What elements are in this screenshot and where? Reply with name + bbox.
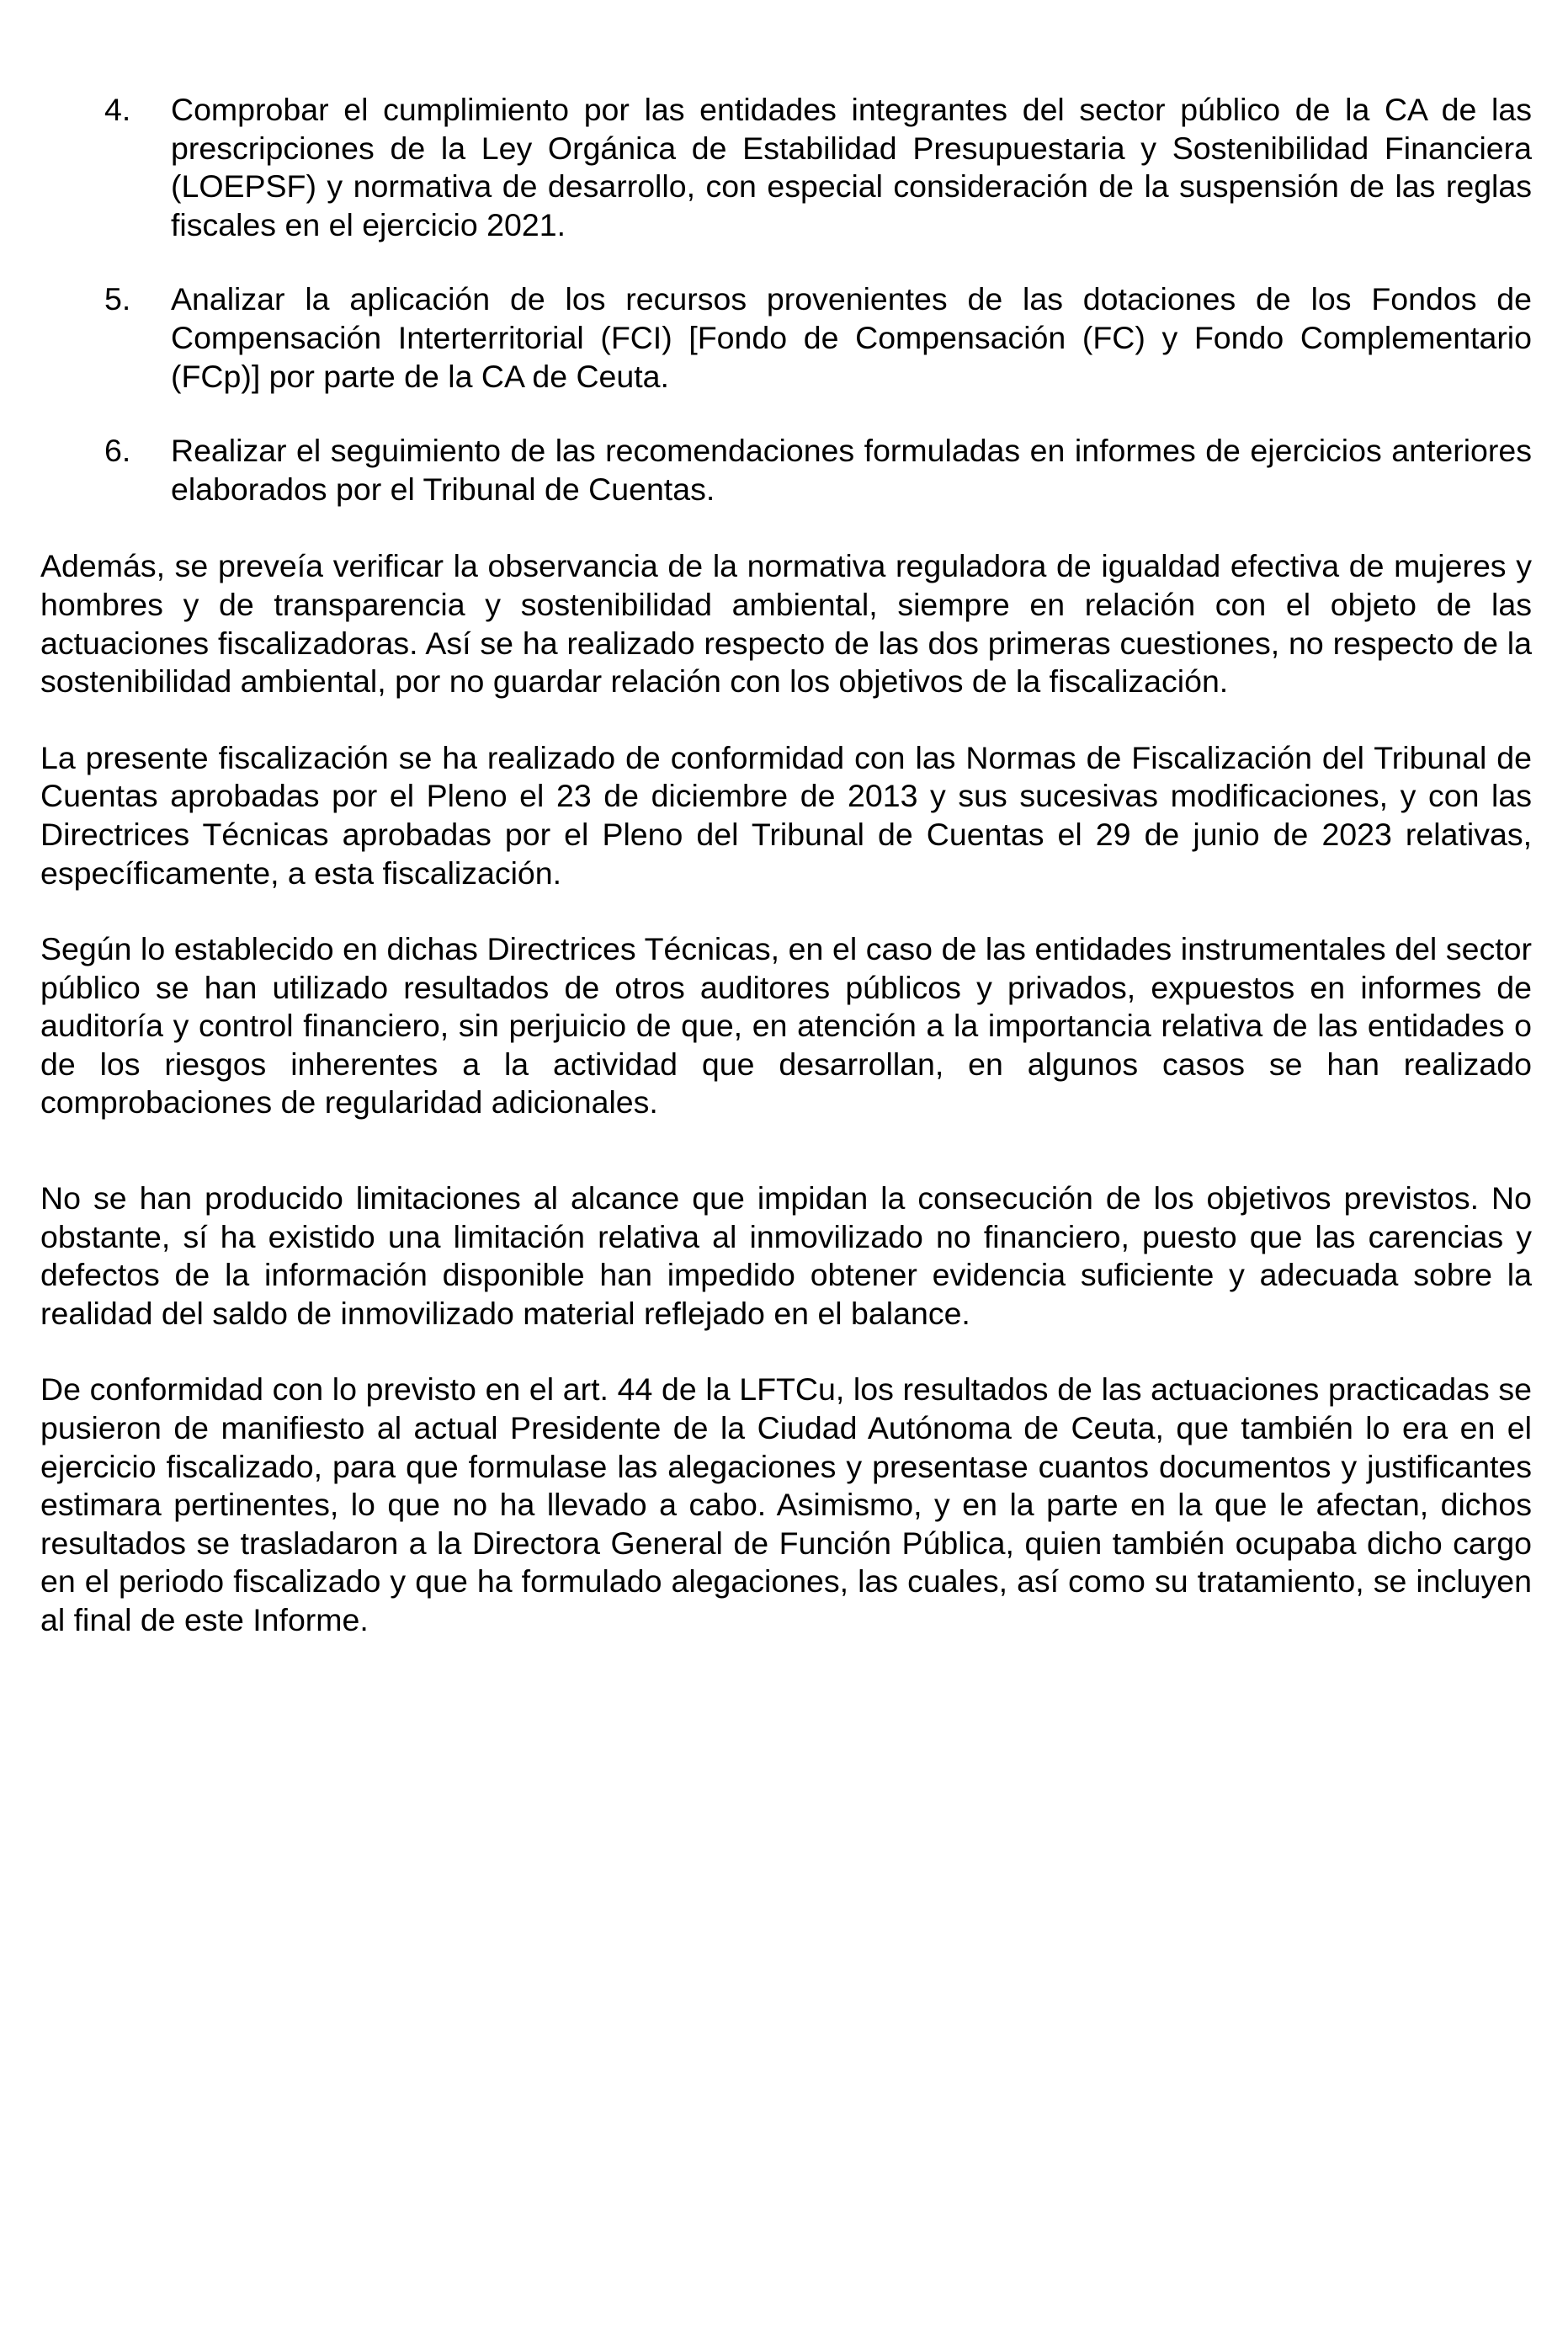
paragraph-technical-guidelines: Según lo establecido en dichas Directrices Técnicas, en el caso de las entidades instrumentales del sector público se han utilizado resultados de otros auditores públicos y privados, expuestos en informes de auditoría y control financiero, sin perjuicio de que, en atención a la importancia relativa de las entidades o de los riesgos inherentes a la actividad que desarrollan, en algunos casos se han realizado comprobaciones de regularidad adicionales. — [40, 931, 1532, 1121]
paragraph-verification-scope: Además, se preveía verificar la observancia de la normativa reguladora de igualdad efectiva de mujeres y hombres y de transparencia y sostenibilidad ambiental, siempre en relación con el objeto de las actuaciones fiscalizadoras. Así se ha realizado respecto de las dos primeras cuestiones, no respecto de la sostenibilidad ambiental, por no guardar relación con los objetivos de la fiscalización. — [40, 548, 1532, 700]
paragraph-scope-limitations: No se han producido limitaciones al alcance que impidan la consecución de los objetivos previstos. No obstante, sí ha existido una limitación relativa al inmovilizado no financiero, puesto que las carencias y defectos de la información disponible han impedido obtener evidencia suficiente y adecuada sobre la realidad del saldo de inmovilizado material reflejado en el balance. — [40, 1180, 1532, 1331]
list-item-text: Comprobar el cumplimiento por las entidades integrantes del sector público de la CA de las prescripciones de la Ley Orgánica de Estabilidad Presupuestaria y Sostenibilidad Financiera (LOEPSF) y normativa de desarrollo, con especial consideración de la suspensión de las reglas fiscales en el ejercicio 2021. — [171, 92, 1532, 242]
list-item-number: 6. — [104, 433, 131, 469]
list-item — [40, 432, 1532, 508]
document-page — [40, 91, 1532, 1678]
list-item — [40, 91, 1532, 244]
paragraph-audit-standards: La presente fiscalización se ha realizado de conformidad con las Normas de Fiscalización del Tribunal de Cuentas aprobadas por el Pleno el 23 de diciembre de 2013 y sus sucesivas modificaciones, y con las Directrices Técnicas aprobadas por el Pleno del Tribunal de Cuentas el 29 de junio de 2023 relativas, específicamente, a esta fiscalización. — [40, 739, 1532, 891]
paragraph-allegations: De conformidad con lo previsto en el art. 44 de la LFTCu, los resultados de las actuaciones practicadas se pusieron de manifiesto al actual Presidente de la Ciudad Autónoma de Ceuta, que también lo era en el ejercicio fiscalizado, para que formulase las alegaciones y presentase cuantos documentos y justificantes estimara pertinentes, lo que no ha llevado a cabo. Asimismo, y en la parte en la que le afectan, dichos resultados se trasladaron a la Directora General de Función Pública, quien también ocupaba dicho cargo en el periodo fiscalizado y que ha formulado alegaciones, las cuales, así como su tratamiento, se incluyen al final de este Informe. — [40, 1371, 1532, 1637]
list-item — [40, 280, 1532, 396]
list-item-text: Realizar el seguimiento de las recomendaciones formuladas en informes de ejercicios anteriores elaborados por el Tribunal de Cuentas. — [171, 433, 1532, 507]
list-item-text: Analizar la aplicación de los recursos provenientes de las dotaciones de los Fondos de Compensación Interterritorial (FCI) [Fondo de Compensación (FC) y Fondo Complementario (FCp)] por parte de la CA de Ceuta. — [171, 281, 1532, 394]
list-item-number: 5. — [104, 281, 131, 317]
list-item-number: 4. — [104, 92, 131, 127]
objectives-list — [40, 91, 1532, 508]
